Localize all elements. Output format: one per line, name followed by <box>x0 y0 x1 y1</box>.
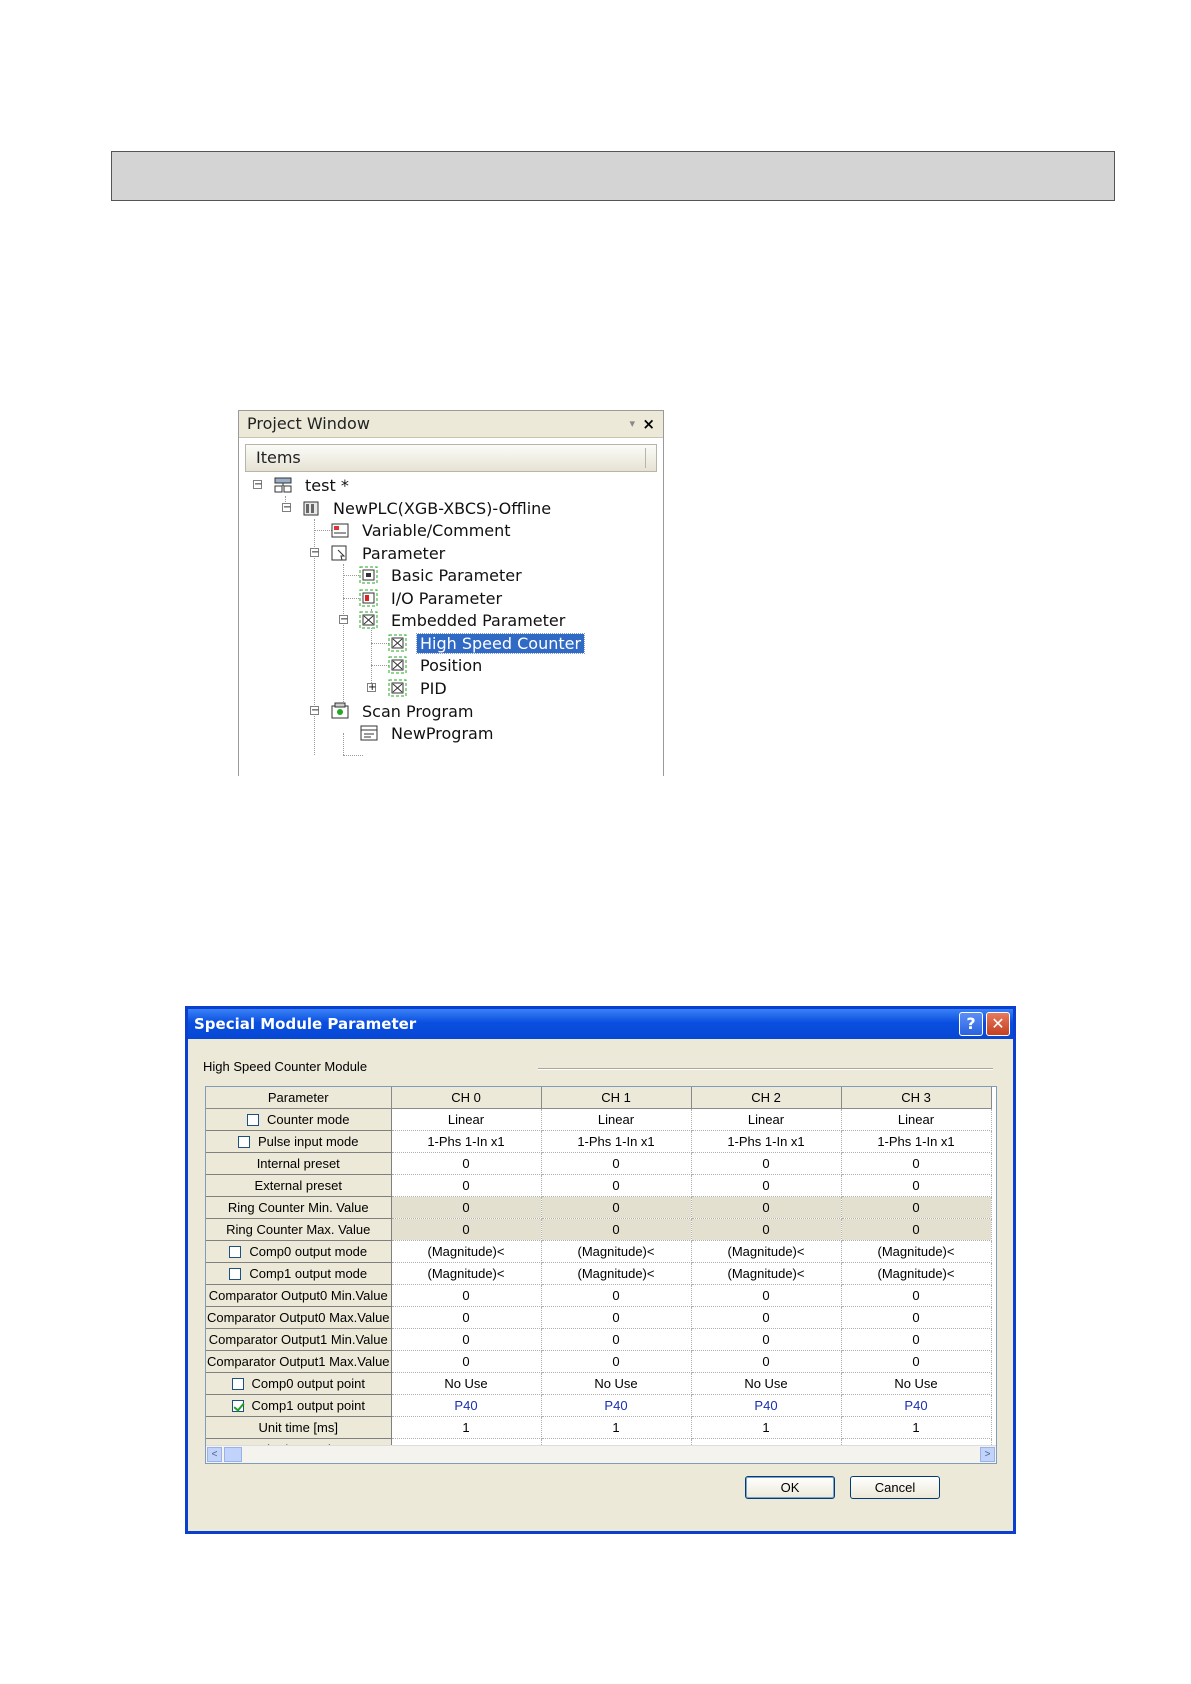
parameter-grid <box>205 1086 997 1464</box>
cell-ch2[interactable]: No Use <box>691 1373 841 1395</box>
cell-ch0[interactable]: P40 <box>391 1395 541 1417</box>
table-row <box>206 1417 991 1439</box>
io-parameter-icon <box>359 588 379 608</box>
cell-ch2[interactable]: 1-Phs 1-In x1 <box>691 1131 841 1153</box>
tree-item-scan-program[interactable] <box>330 700 477 722</box>
row-header <box>206 1307 391 1329</box>
cell-ch3[interactable]: 1 <box>841 1417 991 1439</box>
pid-icon <box>388 678 408 698</box>
tree-label: Scan Program <box>362 701 474 721</box>
table-row <box>206 1153 991 1175</box>
row-checkbox[interactable] <box>232 1378 244 1390</box>
ok-button[interactable]: OK <box>745 1476 835 1499</box>
cell-ch0[interactable]: 0 <box>391 1219 541 1241</box>
cell-ch1[interactable]: 0 <box>541 1329 691 1351</box>
table-row <box>206 1241 991 1263</box>
close-icon[interactable]: ✕ <box>986 1012 1010 1036</box>
cell-ch1[interactable]: (Magnitude)< <box>541 1241 691 1263</box>
high-speed-counter-icon <box>388 633 408 653</box>
cell-ch3[interactable]: P40 <box>841 1395 991 1417</box>
cell-ch3[interactable]: (Magnitude)< <box>841 1241 991 1263</box>
cell-ch3[interactable]: 0 <box>841 1307 991 1329</box>
plc-icon <box>301 498 321 518</box>
cancel-button[interactable]: Cancel <box>850 1476 940 1499</box>
cell-ch2[interactable]: 0 <box>691 1197 841 1219</box>
table-row <box>206 1307 991 1329</box>
cell-ch2[interactable]: 0 <box>691 1329 841 1351</box>
tree-item-project[interactable] <box>273 474 352 496</box>
tree-label: I/O Parameter <box>391 588 503 608</box>
dropdown-icon[interactable]: ▾ <box>629 417 635 430</box>
cell-ch0[interactable]: (Magnitude)< <box>391 1263 541 1285</box>
cell-ch1[interactable]: 1-Phs 1-In x1 <box>541 1131 691 1153</box>
tree-label: Variable/Comment <box>362 520 511 540</box>
scroll-thumb[interactable] <box>224 1447 242 1462</box>
row-label: Comparator Output0 Min.Value <box>208 1288 388 1303</box>
cell-ch3[interactable]: 1-Phs 1-In x1 <box>841 1131 991 1153</box>
cell-ch2[interactable]: 0 <box>691 1219 841 1241</box>
cell-ch1[interactable]: 0 <box>541 1307 691 1329</box>
row-checkbox[interactable] <box>247 1114 259 1126</box>
variable-comment-icon <box>330 520 350 540</box>
expand-toggle[interactable]: + <box>368 682 377 693</box>
cell-ch1[interactable]: 0 <box>541 1219 691 1241</box>
project-tree <box>239 473 663 776</box>
position-icon <box>388 655 408 675</box>
cell-ch3[interactable]: No Use <box>841 1373 991 1395</box>
embedded-parameter-icon <box>359 610 379 630</box>
row-header <box>206 1395 391 1417</box>
tree-label: PID <box>420 678 447 698</box>
tree-label: Embedded Parameter <box>391 610 566 630</box>
row-header <box>206 1175 391 1197</box>
tree-label: NewPLC(XGB-XBCS)-Offline <box>333 498 552 518</box>
group-divider <box>538 1068 993 1070</box>
cell-ch2[interactable]: 1 <box>691 1417 841 1439</box>
cell-ch0[interactable]: No Use <box>391 1373 541 1395</box>
cell-ch0[interactable]: 0 <box>391 1351 541 1373</box>
tree-item-plc[interactable] <box>301 497 554 519</box>
help-icon[interactable]: ? <box>959 1012 983 1036</box>
dialog-titlebar <box>188 1009 1013 1039</box>
tree-item-embedded-parameter[interactable] <box>359 609 568 631</box>
tree-item-variable-comment[interactable] <box>330 519 514 541</box>
cell-ch2[interactable]: 0 <box>691 1153 841 1175</box>
row-label: Internal preset <box>256 1156 340 1171</box>
tree-item-new-program[interactable] <box>359 722 496 744</box>
row-checkbox[interactable] <box>229 1268 241 1280</box>
row-header <box>206 1109 391 1131</box>
cell-ch0[interactable]: Linear <box>391 1109 541 1131</box>
basic-parameter-icon <box>359 565 379 585</box>
cell-ch0[interactable]: 0 <box>391 1285 541 1307</box>
parameter-icon <box>330 543 350 563</box>
cell-ch1[interactable]: 0 <box>541 1351 691 1373</box>
cell-ch0[interactable]: 0 <box>391 1153 541 1175</box>
cell-ch0[interactable]: 0 <box>391 1175 541 1197</box>
cell-ch0[interactable]: 0 <box>391 1307 541 1329</box>
cell-ch2[interactable]: P40 <box>691 1395 841 1417</box>
cell-ch2[interactable]: 0 <box>691 1285 841 1307</box>
cell-ch2[interactable]: Linear <box>691 1109 841 1131</box>
scroll-left-button[interactable]: < <box>207 1447 222 1462</box>
row-label: Comparator Output1 Min.Value <box>208 1332 388 1347</box>
column-header-parameter[interactable]: Parameter <box>206 1087 391 1109</box>
column-header-ch1[interactable]: CH 1 <box>541 1087 691 1109</box>
tree-label: NewProgram <box>391 723 494 743</box>
close-icon[interactable]: × <box>642 415 655 433</box>
cell-ch3[interactable]: (Magnitude)< <box>841 1263 991 1285</box>
table-row <box>206 1329 991 1351</box>
project-window-title: Project Window <box>247 414 370 433</box>
cell-ch3[interactable]: Linear <box>841 1109 991 1131</box>
column-header-ch2[interactable]: CH 2 <box>691 1087 841 1109</box>
row-header <box>206 1131 391 1153</box>
row-label: Unit time [ms] <box>258 1420 338 1435</box>
row-label: Comparator Output1 Max.Value <box>206 1354 390 1369</box>
cell-ch0[interactable]: (Magnitude)< <box>391 1241 541 1263</box>
cell-ch1[interactable]: 0 <box>541 1175 691 1197</box>
row-label: Comp0 output point <box>251 1376 365 1391</box>
cell-ch3[interactable]: 0 <box>841 1175 991 1197</box>
row-label: Comparator Output0 Max.Value <box>206 1310 390 1325</box>
items-column-label: Items <box>256 448 301 467</box>
special-module-parameter-dialog <box>185 1006 1016 1534</box>
program-icon <box>359 723 379 743</box>
items-column-header[interactable] <box>245 444 657 472</box>
horizontal-scrollbar[interactable] <box>206 1445 996 1463</box>
tree-label: Basic Parameter <box>391 565 522 585</box>
column-header-ch3[interactable]: CH 3 <box>841 1087 991 1109</box>
project-icon <box>273 475 293 495</box>
dialog-title: Special Module Parameter <box>194 1015 417 1033</box>
row-header <box>206 1241 391 1263</box>
row-checkbox[interactable] <box>229 1246 241 1258</box>
row-header <box>206 1373 391 1395</box>
table-row <box>206 1373 991 1395</box>
tree-item-parameter[interactable] <box>330 542 448 564</box>
tree-label: Position <box>420 655 483 675</box>
tree-item-pid[interactable] <box>388 677 450 699</box>
collapse-toggle[interactable]: − <box>283 502 292 513</box>
group-label: High Speed Counter Module <box>203 1059 368 1074</box>
collapse-toggle[interactable]: − <box>254 479 263 490</box>
scan-program-icon <box>330 701 350 721</box>
row-header <box>206 1351 391 1373</box>
collapse-toggle[interactable]: − <box>340 614 349 625</box>
row-header <box>206 1153 391 1175</box>
cell-ch1[interactable]: 0 <box>541 1153 691 1175</box>
cell-ch2[interactable]: (Magnitude)< <box>691 1241 841 1263</box>
cell-ch2[interactable]: (Magnitude)< <box>691 1263 841 1285</box>
cell-ch1[interactable]: P40 <box>541 1395 691 1417</box>
cell-ch0[interactable]: 1 <box>391 1417 541 1439</box>
table-row <box>206 1109 991 1131</box>
cell-ch1[interactable]: (Magnitude)< <box>541 1263 691 1285</box>
column-header-ch0[interactable]: CH 0 <box>391 1087 541 1109</box>
table-row <box>206 1395 991 1417</box>
row-label: External preset <box>254 1178 342 1193</box>
cell-ch1[interactable]: Linear <box>541 1109 691 1131</box>
cell-ch3[interactable]: 0 <box>841 1329 991 1351</box>
cell-ch1[interactable]: 0 <box>541 1197 691 1219</box>
tree-item-high-speed-counter[interactable] <box>388 632 584 654</box>
table-row <box>206 1219 991 1241</box>
collapse-toggle[interactable]: − <box>311 547 320 558</box>
row-header <box>206 1263 391 1285</box>
table-row <box>206 1131 991 1153</box>
cell-ch2[interactable]: 0 <box>691 1307 841 1329</box>
row-header <box>206 1285 391 1307</box>
row-label: Comp0 output mode <box>249 1244 368 1259</box>
cell-ch0[interactable]: 1-Phs 1-In x1 <box>391 1131 541 1153</box>
cell-ch1[interactable]: 1 <box>541 1417 691 1439</box>
cell-ch2[interactable]: 0 <box>691 1175 841 1197</box>
tree-item-position[interactable] <box>388 654 485 676</box>
cell-ch3[interactable]: 0 <box>841 1285 991 1307</box>
table-row <box>206 1351 991 1373</box>
cell-ch1[interactable]: No Use <box>541 1373 691 1395</box>
row-header <box>206 1219 391 1241</box>
row-header <box>206 1197 391 1219</box>
row-label: Counter mode <box>267 1112 350 1127</box>
cell-ch3[interactable]: 0 <box>841 1219 991 1241</box>
cell-ch3[interactable]: 0 <box>841 1153 991 1175</box>
cell-ch1[interactable]: 0 <box>541 1285 691 1307</box>
project-window <box>238 410 664 776</box>
tree-item-basic-parameter[interactable] <box>359 564 525 586</box>
cell-ch0[interactable]: 0 <box>391 1197 541 1219</box>
row-label: Pulse input mode <box>258 1134 359 1149</box>
cell-ch0[interactable]: 0 <box>391 1329 541 1351</box>
header-banner <box>111 151 1115 201</box>
row-label: Ring Counter Max. Value <box>226 1222 371 1237</box>
table-row <box>206 1197 991 1219</box>
tree-label: High Speed Counter <box>417 634 584 653</box>
tree-label: Parameter <box>362 543 446 563</box>
row-checkbox[interactable] <box>238 1136 250 1148</box>
row-header <box>206 1329 391 1351</box>
tree-label: test * <box>305 475 349 495</box>
project-window-titlebar <box>239 411 663 438</box>
scroll-right-button[interactable]: > <box>980 1447 995 1462</box>
table-row <box>206 1285 991 1307</box>
row-checkbox[interactable] <box>232 1400 244 1412</box>
tree-item-io-parameter[interactable] <box>359 587 505 609</box>
cell-ch3[interactable]: 0 <box>841 1351 991 1373</box>
row-label: Ring Counter Min. Value <box>227 1200 369 1215</box>
collapse-toggle[interactable]: − <box>311 705 320 716</box>
table-row <box>206 1263 991 1285</box>
row-label: Comp1 output point <box>251 1398 365 1413</box>
cell-ch2[interactable]: 0 <box>691 1351 841 1373</box>
row-header <box>206 1417 391 1439</box>
cell-ch3[interactable]: 0 <box>841 1197 991 1219</box>
table-row <box>206 1175 991 1197</box>
row-label: Comp1 output mode <box>249 1266 368 1281</box>
